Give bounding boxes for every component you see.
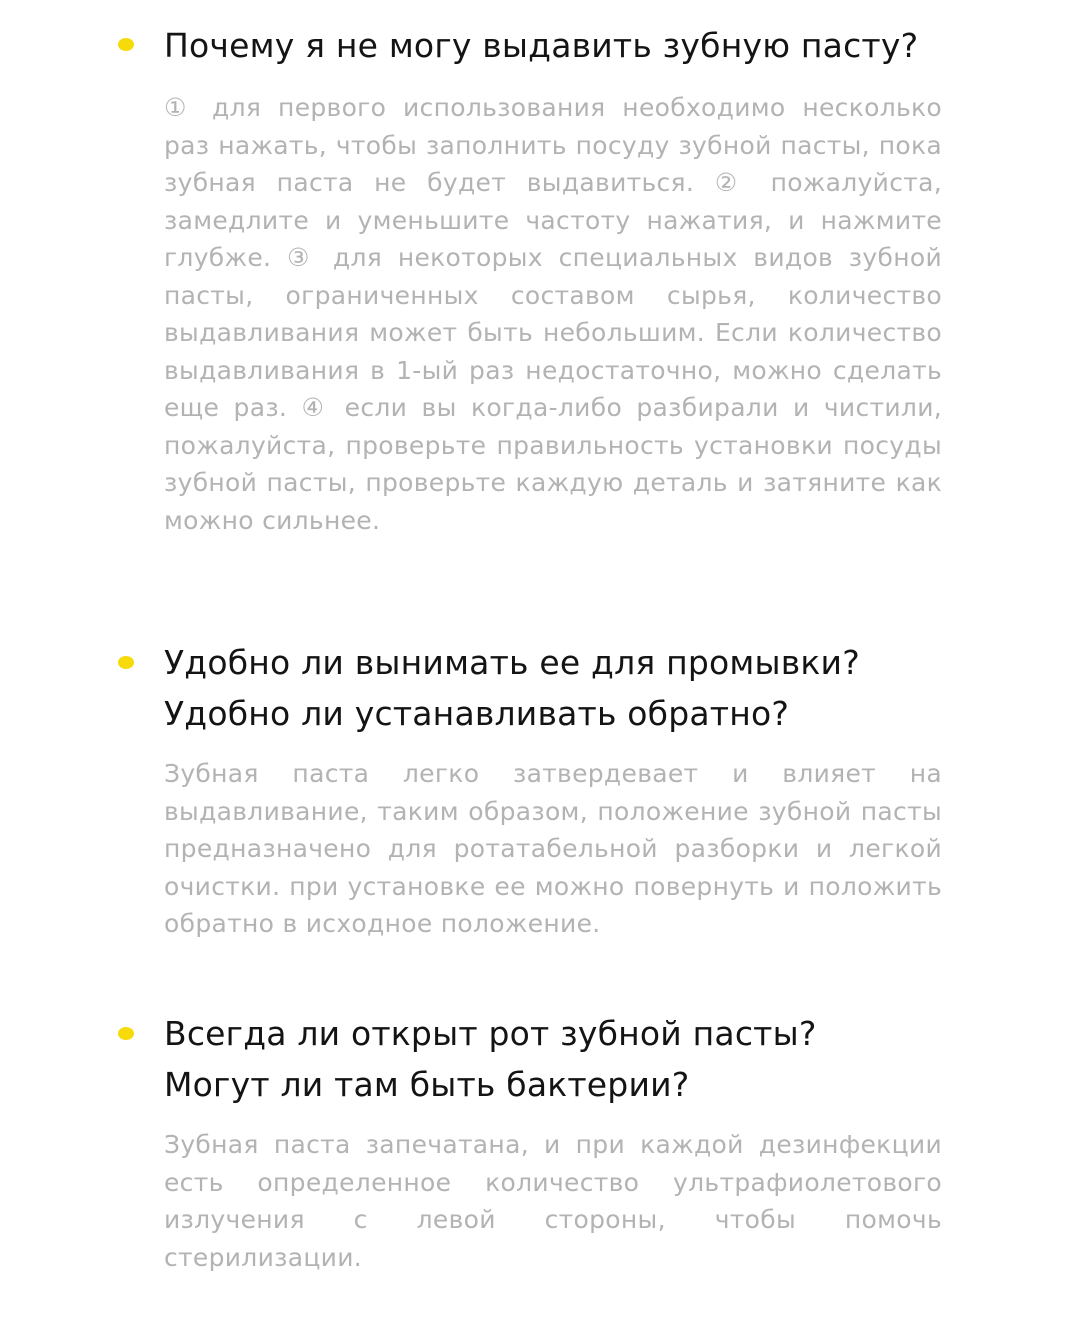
bullet-icon bbox=[118, 1027, 134, 1040]
faq-question-1: Почему я не могу выдавить зубную пасту? bbox=[164, 26, 919, 65]
bullet-icon bbox=[118, 656, 134, 669]
faq-answer-1: ① для первого использования необходимо несколько раз нажать, чтобы заполнить посуду зубной пасты, пока зубная паста не будет выдавиться. ② пожалуйста, замедлите и уменьшите частоту нажатия, и нажмите глубже. ③ для некоторых специальных видов зубной пасты, ограниченных составом сырья, количество выдавливания может быть небольшим. Если количество выдавливания в 1-ый раз недостаточно, можно сделать еще раз. ④ если вы когда-либо разбирали и чистили, пожалуйста, проверьте правильность установки посуды зубной пасты, проверьте каждую деталь и затяните как можно сильнее. bbox=[164, 93, 942, 535]
faq-question-3: Всегда ли открыт рот зубной пасты? Могут ли там быть бактерии? bbox=[164, 1014, 817, 1104]
faq-question-2: Удобно ли вынимать ее для промывки? Удобно ли устанавливать обратно? bbox=[164, 643, 860, 733]
bullet-icon bbox=[118, 38, 134, 51]
faq-answer-3: Зубная паста запечатана, и при каждой дезинфекции есть определенное количество ультрафиолетового излучения с левой стороны, чтобы помочь стерилизации. bbox=[164, 1130, 942, 1272]
faq-answer-2: Зубная паста легко затвердевает и влияет на выдавливание, таким образом, положение зубной пасты предназначено для ротатабельной разборки и легкой очистки. при установке ее можно повернуть и положить обратно в исходное положение. bbox=[164, 759, 942, 938]
